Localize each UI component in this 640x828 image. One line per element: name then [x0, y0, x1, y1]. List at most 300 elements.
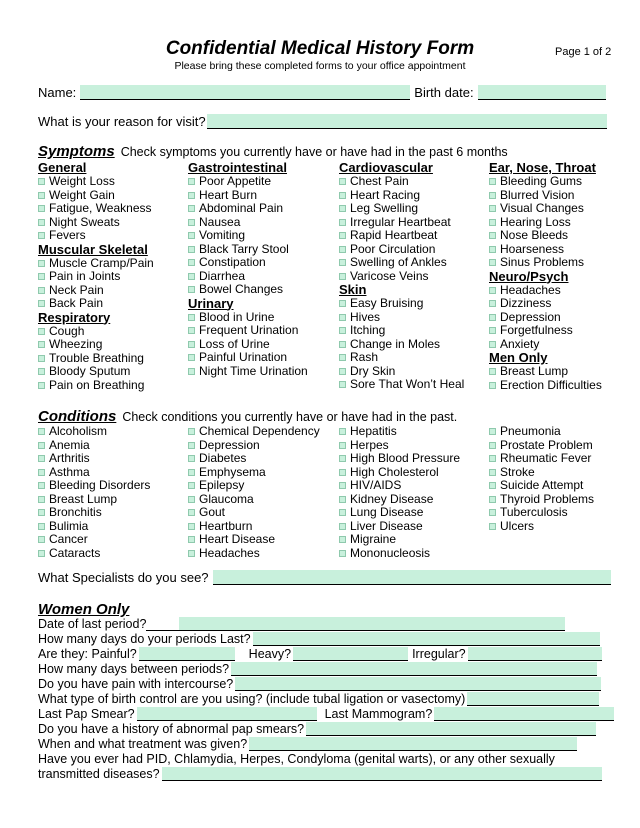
symptom-label: Bleeding Gums — [500, 174, 583, 188]
birth-control-row — [38, 692, 599, 706]
symptom-item-heart-racing[interactable] — [339, 189, 489, 203]
condition-label: Ulcers — [500, 518, 535, 533]
symptom-item-vomiting[interactable] — [188, 229, 338, 243]
symptoms-column-2 — [188, 161, 338, 378]
symptom-item-dizziness[interactable] — [489, 297, 639, 311]
symptoms-heading: Symptoms — [38, 143, 115, 160]
condition-label: Arthritis — [49, 451, 90, 465]
condition-label: Hepatitis — [350, 424, 397, 438]
symptom-item-anxiety[interactable] — [489, 338, 639, 352]
checkbox[interactable] — [339, 482, 346, 489]
condition-label: Diabetes — [199, 451, 247, 465]
symptoms-header — [38, 143, 508, 161]
symptom-item-dry-skin[interactable] — [339, 365, 489, 379]
condition-label: Thyroid Problems — [500, 491, 595, 506]
checkbox[interactable] — [38, 442, 45, 449]
checkbox[interactable] — [339, 469, 346, 476]
condition-label: Pneumonia — [500, 424, 561, 438]
conditions-heading: Conditions — [38, 408, 117, 425]
abnormal-pap-label: Do you have a history of abnormal pap smears? — [38, 722, 305, 736]
condition-label: High Blood Pressure — [350, 451, 461, 465]
symptom-item-fatigue-weakness[interactable] — [38, 202, 188, 216]
checkbox[interactable] — [339, 455, 346, 462]
condition-item-rheumatic-fever[interactable] — [489, 452, 639, 466]
checkbox[interactable] — [38, 205, 45, 212]
symptom-item-swelling-of-ankles[interactable] — [339, 256, 489, 270]
checkbox[interactable] — [489, 219, 496, 226]
checkbox[interactable] — [38, 469, 45, 476]
condition-label: Heartburn — [199, 518, 253, 533]
checkbox[interactable] — [339, 300, 346, 307]
checkbox[interactable] — [489, 469, 496, 476]
checkbox[interactable] — [38, 192, 45, 199]
checkbox[interactable] — [188, 469, 195, 476]
checkbox[interactable] — [339, 509, 346, 516]
checkbox[interactable] — [188, 368, 195, 375]
condition-item-prostate-problem[interactable] — [489, 439, 639, 453]
name-field[interactable] — [80, 85, 410, 100]
symptom-category-neuro-psych: Neuro/Psych — [489, 268, 569, 284]
condition-item-hiv-aids[interactable] — [339, 479, 489, 493]
checkbox[interactable] — [339, 550, 346, 557]
treatment-field[interactable] — [249, 737, 577, 751]
symptom-label: Erection Difficulties — [500, 377, 602, 392]
period-type-row — [38, 647, 602, 661]
checkbox[interactable] — [188, 178, 195, 185]
checkbox[interactable] — [188, 286, 195, 293]
symptom-item-pain-on-breathing[interactable] — [38, 379, 188, 393]
symptom-item-nose-bleeds[interactable] — [489, 229, 639, 243]
checkbox[interactable] — [38, 355, 45, 362]
symptom-item-night-sweats[interactable] — [38, 216, 188, 230]
condition-label: Chemical Dependency — [199, 424, 320, 438]
symptom-label: Breast Lump — [500, 364, 569, 378]
checkbox[interactable] — [38, 219, 45, 226]
condition-item-alcoholism[interactable] — [38, 425, 188, 439]
symptom-item-poor-appetite[interactable] — [188, 175, 338, 189]
condition-item-pneumonia[interactable] — [489, 425, 639, 439]
condition-item-hepatitis[interactable] — [339, 425, 489, 439]
symptom-item-loss-of-urine[interactable] — [188, 338, 338, 352]
checkbox[interactable] — [489, 428, 496, 435]
symptom-label: Constipation — [199, 255, 266, 269]
checkbox[interactable] — [188, 219, 195, 226]
checkbox[interactable] — [38, 550, 45, 557]
checkbox[interactable] — [188, 428, 195, 435]
symptom-item-sore-that-won-t-heal[interactable] — [339, 378, 489, 392]
checkbox[interactable] — [339, 232, 346, 239]
checkbox[interactable] — [339, 341, 346, 348]
checkbox[interactable] — [339, 428, 346, 435]
checkbox[interactable] — [188, 482, 195, 489]
symptoms-column-4 — [489, 161, 639, 392]
condition-item-liver-disease[interactable] — [339, 520, 489, 534]
mammogram-field[interactable] — [434, 707, 614, 721]
checkbox[interactable] — [489, 509, 496, 516]
symptom-label: Night Time Urination — [199, 363, 308, 378]
conditions-column-2 — [188, 425, 338, 560]
checkbox[interactable] — [38, 260, 45, 267]
condition-item-bleeding-disorders[interactable] — [38, 479, 188, 493]
treatment-row — [38, 737, 577, 751]
symptom-item-wheezing[interactable] — [38, 338, 188, 352]
symptom-label: Nausea — [199, 214, 241, 229]
condition-label: Asthma — [49, 464, 90, 479]
symptom-item-erection-difficulties[interactable] — [489, 379, 639, 393]
symptom-label: Rash — [350, 350, 379, 364]
checkbox[interactable] — [489, 523, 496, 530]
condition-item-emphysema[interactable] — [188, 466, 338, 480]
last-period-field[interactable] — [179, 617, 565, 631]
symptom-item-heart-burn[interactable] — [188, 189, 338, 203]
checkbox[interactable] — [188, 246, 195, 253]
checkbox[interactable] — [38, 300, 45, 307]
condition-item-cancer[interactable] — [38, 533, 188, 547]
checkbox[interactable] — [489, 314, 496, 321]
checkbox[interactable] — [339, 354, 346, 361]
symptom-item-night-time-urination[interactable] — [188, 365, 338, 379]
checkbox[interactable] — [339, 192, 346, 199]
condition-label: Lung Disease — [350, 505, 424, 519]
days-between-field[interactable] — [231, 662, 597, 676]
checkbox[interactable] — [339, 523, 346, 530]
pap-smear-label: Last Pap Smear? — [38, 707, 135, 721]
symptom-item-trouble-breathing[interactable] — [38, 352, 188, 366]
symptom-label: Neck Pain — [49, 282, 104, 297]
symptom-item-blurred-vision[interactable] — [489, 189, 639, 203]
symptom-item-blood-in-urine[interactable] — [188, 311, 338, 325]
symptom-label: Bloody Sputum — [49, 364, 131, 378]
symptom-item-change-in-moles[interactable] — [339, 338, 489, 352]
symptom-item-leg-swelling[interactable] — [339, 202, 489, 216]
symptom-item-back-pain[interactable] — [38, 297, 188, 311]
symptom-label: Sinus Problems — [500, 255, 585, 269]
checkbox[interactable] — [38, 496, 45, 503]
birth-date-field[interactable] — [478, 85, 606, 100]
checkbox[interactable] — [188, 314, 195, 321]
condition-item-lung-disease[interactable] — [339, 506, 489, 520]
condition-item-epilepsy[interactable] — [188, 479, 338, 493]
condition-label: Rheumatic Fever — [500, 451, 592, 465]
symptom-item-rash[interactable] — [339, 351, 489, 365]
checkbox[interactable] — [489, 232, 496, 239]
symptom-label: Pain in Joints — [49, 269, 121, 283]
symptom-item-irregular-heartbeat[interactable] — [339, 216, 489, 230]
symptom-item-fevers[interactable] — [38, 229, 188, 243]
condition-item-thyroid-problems[interactable] — [489, 493, 639, 507]
checkbox[interactable] — [489, 259, 496, 266]
symptom-item-hives[interactable] — [339, 311, 489, 325]
conditions-column-3 — [339, 425, 489, 560]
abnormal-pap-field[interactable] — [306, 722, 596, 736]
condition-item-migraine[interactable] — [339, 533, 489, 547]
checkbox[interactable] — [339, 327, 346, 334]
condition-item-gout[interactable] — [188, 506, 338, 520]
condition-label: Tuberculosis — [500, 505, 568, 519]
condition-item-kidney-disease[interactable] — [339, 493, 489, 507]
symptom-label: Dry Skin — [350, 363, 396, 378]
condition-label: Stroke — [500, 464, 535, 479]
condition-item-depression[interactable] — [188, 439, 338, 453]
checkbox[interactable] — [489, 341, 496, 348]
checkbox[interactable] — [38, 523, 45, 530]
symptom-label: Chest Pain — [350, 174, 409, 188]
checkbox[interactable] — [38, 368, 45, 375]
checkbox[interactable] — [188, 536, 195, 543]
checkbox[interactable] — [188, 523, 195, 530]
intercourse-pain-row — [38, 677, 601, 691]
symptom-label: Depression — [500, 309, 561, 324]
condition-label: Glaucoma — [199, 491, 254, 506]
condition-item-mononucleosis[interactable] — [339, 547, 489, 561]
checkbox[interactable] — [489, 246, 496, 253]
women-only-heading: Women Only — [38, 601, 130, 618]
checkbox[interactable] — [188, 496, 195, 503]
condition-item-anemia[interactable] — [38, 439, 188, 453]
symptom-label: Rapid Heartbeat — [350, 228, 438, 242]
condition-item-cataracts[interactable] — [38, 547, 188, 561]
symptom-label: Headaches — [500, 282, 561, 297]
symptom-label: Fatigue, Weakness — [49, 201, 152, 215]
birth-control-field[interactable] — [467, 692, 599, 706]
symptom-item-abdominal-pain[interactable] — [188, 202, 338, 216]
checkbox[interactable] — [38, 328, 45, 335]
checkbox[interactable] — [339, 496, 346, 503]
condition-item-tuberculosis[interactable] — [489, 506, 639, 520]
last-period-blank — [146, 617, 179, 631]
symptom-category-skin: Skin — [339, 282, 367, 297]
checkbox[interactable] — [38, 178, 45, 185]
condition-item-chemical-dependency[interactable] — [188, 425, 338, 439]
checkbox[interactable] — [188, 455, 195, 462]
symptom-label: Back Pain — [49, 296, 104, 310]
checkbox[interactable] — [188, 327, 195, 334]
mammogram-label: Last Mammogram? — [324, 707, 433, 721]
std-field[interactable] — [162, 767, 602, 781]
checkbox[interactable] — [38, 341, 45, 348]
pap-smear-field[interactable] — [137, 707, 317, 721]
checkbox[interactable] — [339, 442, 346, 449]
name-row — [38, 85, 606, 100]
condition-item-asthma[interactable] — [38, 466, 188, 480]
symptom-category-ear-nose-throat: Ear, Nose, Throat — [489, 160, 596, 175]
condition-item-high-cholesterol[interactable] — [339, 466, 489, 480]
symptom-item-diarrhea[interactable] — [188, 270, 338, 284]
form-subtitle: Please bring these completed forms to your office appointment — [174, 60, 466, 72]
symptom-category-gastrointestinal: Gastrointestinal — [188, 160, 287, 175]
checkbox[interactable] — [38, 482, 45, 489]
checkbox[interactable] — [489, 300, 496, 307]
symptom-item-weight-loss[interactable] — [38, 175, 188, 189]
pid-label-line1: Have you ever had PID, Chlamydia, Herpes, Condyloma (genital warts), or any other sexually — [38, 752, 555, 766]
checkbox[interactable] — [489, 192, 496, 199]
condition-item-high-blood-pressure[interactable] — [339, 452, 489, 466]
checkbox[interactable] — [489, 178, 496, 185]
checkbox[interactable] — [339, 273, 346, 280]
condition-item-heartburn[interactable] — [188, 520, 338, 534]
checkbox[interactable] — [339, 178, 346, 185]
condition-item-arthritis[interactable] — [38, 452, 188, 466]
checkbox[interactable] — [489, 482, 496, 489]
symptom-item-cough[interactable] — [38, 325, 188, 339]
checkbox[interactable] — [188, 550, 195, 557]
condition-item-headaches[interactable] — [188, 547, 338, 561]
checkbox[interactable] — [489, 496, 496, 503]
symptom-label: Blood in Urine — [199, 309, 275, 324]
symptom-label: Blurred Vision — [500, 187, 575, 202]
checkbox[interactable] — [38, 287, 45, 294]
condition-label: Kidney Disease — [350, 491, 434, 506]
symptom-item-bloody-sputum[interactable] — [38, 365, 188, 379]
intercourse-pain-field[interactable] — [235, 677, 601, 691]
symptom-item-breast-lump[interactable] — [489, 365, 639, 379]
symptom-item-bowel-changes[interactable] — [188, 283, 338, 297]
symptom-item-constipation[interactable] — [188, 256, 338, 270]
symptoms-description: Check symptoms you currently have or have had in the past 6 months — [120, 145, 508, 159]
heavy-field[interactable] — [293, 647, 408, 661]
condition-item-bronchitis[interactable] — [38, 506, 188, 520]
condition-item-diabetes[interactable] — [188, 452, 338, 466]
symptom-item-weight-gain[interactable] — [38, 189, 188, 203]
condition-label: Prostate Problem — [500, 437, 593, 452]
checkbox[interactable] — [188, 341, 195, 348]
symptom-item-visual-changes[interactable] — [489, 202, 639, 216]
symptom-item-sinus-problems[interactable] — [489, 256, 639, 270]
checkbox[interactable] — [188, 205, 195, 212]
symptom-label: Heart Racing — [350, 187, 421, 202]
condition-item-glaucoma[interactable] — [188, 493, 338, 507]
symptom-item-chest-pain[interactable] — [339, 175, 489, 189]
days-between-label: How many days between periods? — [38, 662, 230, 676]
symptom-label: Varicose Veins — [350, 268, 429, 283]
pid-row — [38, 752, 555, 766]
checkbox[interactable] — [489, 368, 496, 375]
specialists-field[interactable] — [213, 570, 611, 585]
painful-label: Are they: Painful? — [38, 647, 137, 661]
symptom-label: Fevers — [49, 228, 86, 242]
symptom-label: Sore That Won’t Heal — [350, 377, 465, 391]
symptom-item-neck-pain[interactable] — [38, 284, 188, 298]
symptom-item-muscle-cramp-pain[interactable] — [38, 257, 188, 271]
symptom-label: Leg Swelling — [350, 201, 419, 215]
days-between-row — [38, 662, 597, 676]
symptom-item-hearing-loss[interactable] — [489, 216, 639, 230]
condition-item-suicide-attempt[interactable] — [489, 479, 639, 493]
symptom-item-poor-circulation[interactable] — [339, 243, 489, 257]
checkbox[interactable] — [339, 259, 346, 266]
birth-control-label: What type of birth control are you using? (include tubal ligation or vasectomy) — [38, 692, 466, 706]
reason-label: What is your reason for visit? — [38, 114, 206, 129]
form-title: Confidential Medical History Form — [165, 38, 475, 59]
checkbox[interactable] — [38, 273, 45, 280]
checkbox[interactable] — [339, 205, 346, 212]
checkbox[interactable] — [188, 509, 195, 516]
symptom-label: Easy Bruising — [350, 296, 424, 310]
checkbox[interactable] — [38, 536, 45, 543]
checkbox[interactable] — [188, 273, 195, 280]
specialists-row — [38, 570, 611, 585]
symptom-item-varicose-veins[interactable] — [339, 270, 489, 284]
checkbox[interactable] — [188, 442, 195, 449]
symptom-item-depression[interactable] — [489, 311, 639, 325]
symptom-label: Hoarseness — [500, 241, 565, 256]
checkbox[interactable] — [339, 314, 346, 321]
checkbox[interactable] — [38, 382, 45, 389]
irregular-label: Irregular? — [412, 647, 466, 661]
symptom-label: Poor Appetite — [199, 174, 272, 188]
checkbox[interactable] — [489, 382, 496, 389]
condition-item-stroke[interactable] — [489, 466, 639, 480]
symptom-item-hoarseness[interactable] — [489, 243, 639, 257]
condition-item-herpes[interactable] — [339, 439, 489, 453]
symptom-item-pain-in-joints[interactable] — [38, 270, 188, 284]
condition-label: Cataracts — [49, 545, 101, 560]
checkbox[interactable] — [339, 219, 346, 226]
symptom-label: Night Sweats — [49, 214, 120, 229]
symptom-item-itching[interactable] — [339, 324, 489, 338]
symptom-category-urinary: Urinary — [188, 295, 234, 311]
checkbox[interactable] — [339, 381, 346, 388]
condition-item-ulcers[interactable] — [489, 520, 639, 534]
symptom-item-forgetfulness[interactable] — [489, 324, 639, 338]
symptom-label: Painful Urination — [199, 350, 288, 364]
condition-item-heart-disease[interactable] — [188, 533, 338, 547]
checkbox[interactable] — [489, 287, 496, 294]
condition-label: Alcoholism — [49, 424, 108, 438]
symptom-item-painful-urination[interactable] — [188, 351, 338, 365]
checkbox[interactable] — [38, 232, 45, 239]
irregular-field[interactable] — [468, 647, 602, 661]
checkbox[interactable] — [339, 536, 346, 543]
condition-item-bulimia[interactable] — [38, 520, 188, 534]
symptom-item-bleeding-gums[interactable] — [489, 175, 639, 189]
condition-label: Liver Disease — [350, 518, 423, 533]
period-days-field[interactable] — [253, 632, 600, 646]
checkbox[interactable] — [38, 455, 45, 462]
checkbox[interactable] — [188, 192, 195, 199]
symptom-item-headaches[interactable] — [489, 284, 639, 298]
checkbox[interactable] — [38, 509, 45, 516]
symptom-label: Weight Loss — [49, 174, 115, 188]
symptom-label: Muscle Cramp/Pain — [49, 255, 154, 270]
checkbox[interactable] — [489, 442, 496, 449]
checkbox[interactable] — [38, 428, 45, 435]
condition-label: Anemia — [49, 437, 90, 452]
checkbox[interactable] — [188, 354, 195, 361]
symptom-label: Pain on Breathing — [49, 377, 145, 392]
symptom-category-respiratory: Respiratory — [38, 309, 111, 325]
condition-item-breast-lump[interactable] — [38, 493, 188, 507]
symptom-label: Anxiety — [500, 336, 540, 351]
symptom-item-black-tarry-stool[interactable] — [188, 243, 338, 257]
checkbox[interactable] — [339, 246, 346, 253]
checkbox[interactable] — [339, 368, 346, 375]
checkbox[interactable] — [188, 259, 195, 266]
symptom-label: Visual Changes — [500, 201, 584, 215]
symptom-item-frequent-urination[interactable] — [188, 324, 338, 338]
symptom-item-rapid-heartbeat[interactable] — [339, 229, 489, 243]
checkbox[interactable] — [188, 232, 195, 239]
reason-field[interactable] — [207, 114, 607, 129]
symptom-label: Frequent Urination — [199, 323, 299, 337]
painful-field[interactable] — [139, 647, 235, 661]
condition-label: Suicide Attempt — [500, 478, 584, 492]
symptom-item-easy-bruising[interactable] — [339, 297, 489, 311]
symptom-item-nausea[interactable] — [188, 216, 338, 230]
checkbox[interactable] — [489, 327, 496, 334]
checkbox[interactable] — [489, 455, 496, 462]
checkbox[interactable] — [489, 205, 496, 212]
